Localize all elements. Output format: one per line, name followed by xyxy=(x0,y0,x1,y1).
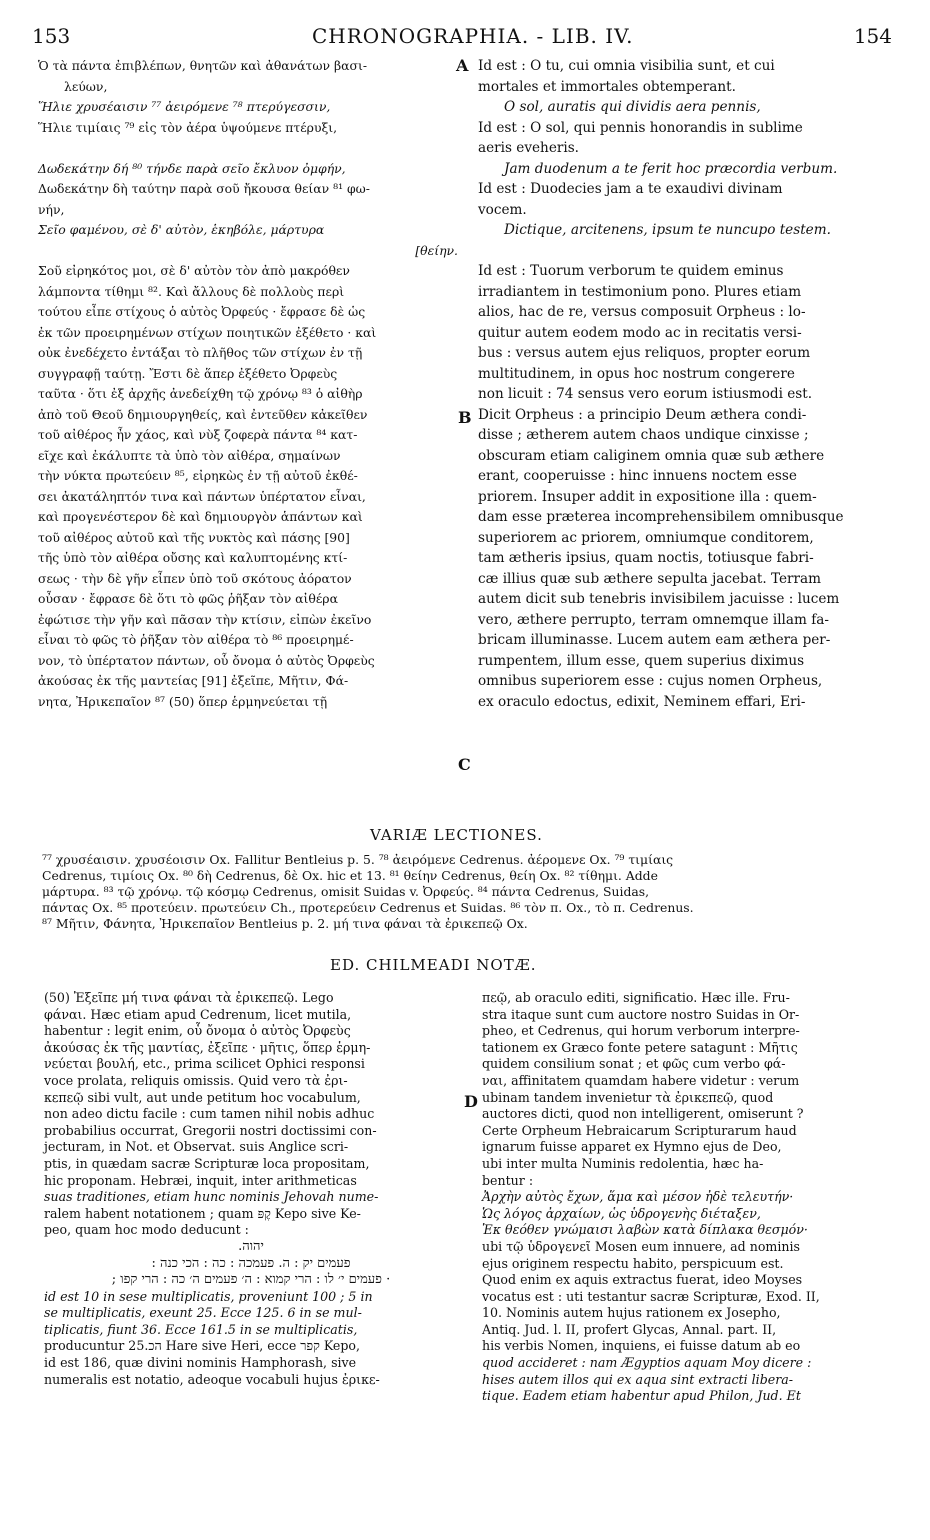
note-line: suas traditiones, etiam hunc nominis Jehovah nume- xyxy=(44,1189,379,1205)
note-line: bentur : xyxy=(482,1172,534,1188)
note-line: tique. Eadem etiam habentur apud Philon, Jud. Et xyxy=(482,1388,801,1404)
text-line: erant, cooperuisse : hinc innuens noctem esse xyxy=(478,468,797,484)
text-line: Ὁ τὰ πάντα ἐπιβλέπων, θνητῶν καὶ ἀθανάτων βασι- xyxy=(38,58,368,73)
note-line: ptis, in quædam sacræ Scripturæ loca propositam, xyxy=(44,1155,370,1171)
margin-mark-c: C xyxy=(458,755,471,774)
note-line: producuntur 25.הכ Hare sive Heri, ecce קפר Kepo, xyxy=(44,1338,361,1354)
text-line: ἀπὸ τοῦ Θεοῦ δημιουργηθείς, καὶ ἐντεῦθεν κἀκεῖθεν xyxy=(38,406,368,422)
text-line: alios, hac de re, versus composuit Orpheus : lo- xyxy=(478,304,806,320)
text-line: superiorem ac priorem, omniumque conditorem, xyxy=(478,529,814,546)
text-line: καὶ προγενέστερον δὲ καὶ δημιουργὸν ἁπάντων καὶ xyxy=(38,509,363,524)
verse-line: Dictique, arcitenens, ipsum te nuncupo testem. xyxy=(504,222,831,238)
text-line: σεως · τὴν δὲ γῆν εἶπεν ὑπὸ τοῦ σκότους ἀόρατον xyxy=(38,570,352,586)
text-line: disse ; ætherem autem chaos undique cinxisse ; xyxy=(478,427,809,443)
variae-lectiones xyxy=(42,852,898,932)
notes-right-column xyxy=(482,990,900,1405)
text-line: Id est : O tu, cui omnia visibilia sunt, et cui xyxy=(478,58,775,74)
running-title: CHRONOGRAPHIA. - LIB. IV. xyxy=(312,24,634,48)
notes-left-column xyxy=(44,990,458,1388)
notae-heading: ED. CHILMEADI NOTÆ. xyxy=(330,956,537,974)
text-line: vero, æthere perrupto, terram omnemque illam fa- xyxy=(478,611,829,628)
note-line: Quod enim ex aquis extractus fuerat, ideo Moyses xyxy=(482,1272,803,1288)
note-line: ignarum fuisse apparet ex Hymno ejus de Deo, xyxy=(482,1139,782,1155)
text-line: priorem. Insuper addit in expositione illa : quem- xyxy=(478,488,817,505)
verse-line: [θείην. xyxy=(415,242,458,258)
text-line: obscuram etiam caliginem omnia quæ sub æthere xyxy=(478,447,825,464)
text-line: bricam illuminasse. Lucem autem eam æthera per- xyxy=(478,632,831,648)
hebrew-line: פעמים יק : ה. פעמכה : כה : הכי כנה : xyxy=(151,1255,351,1271)
variant-line: ⁷⁷ χρυσέαισιν. χρυσέοισιν Ox. Fallitur Bentleius p. 5. ⁷⁸ ἀειρόμενε Cedrenus. ἀέρομενε Ox. ⁷⁹ τιμίαις xyxy=(42,852,674,867)
note-line: κεπεῷ sibi vult, aut unde petitum hoc vocabulum, xyxy=(44,1089,361,1105)
text-line: mortales et immortales obtemperant. xyxy=(478,78,736,95)
page-number-right: 154 xyxy=(853,24,892,48)
text-line: τοῦ αἰθέρος ἦν χάος, καὶ νὺξ ζοφερὰ πάντα ⁸⁴ κατ- xyxy=(38,427,358,442)
note-line: id est 10 in sese multiplicatis, proveniunt 100 ; 5 in xyxy=(44,1288,373,1304)
variae-heading: VARIÆ LECTIONES. xyxy=(370,826,543,844)
variant-line: Cedrenus, τιμίοις Ox. ⁸⁰ δὴ Cedrenus, δὲ Ox. hic et 13. ⁸¹ θείην Cedrenus, θείη Ox. ⁸² τίθημι. Adde xyxy=(42,868,658,883)
note-line: non adeo dictu facile : cum tamen nihil nobis adhuc xyxy=(44,1106,375,1122)
note-line: ναι, affinitatem quamdam habere videtur : verum xyxy=(482,1072,800,1088)
verse-line: Σεῖο φαμένου, σὲ δ' αὐτὸν, ἑκηβόλε, μάρτυρα xyxy=(38,222,325,237)
note-line: νεύεται βουλή, etc., prima scilicet Ophici responsi xyxy=(44,1056,365,1072)
note-line: peo, quam hoc modo deducunt : xyxy=(44,1222,249,1238)
latin-text-column xyxy=(478,56,896,712)
note-line: tationem ex Græco fonte petere satagunt : Μῆτις xyxy=(482,1039,798,1055)
verse-line: Jam duodenum a te ferit hoc præcordia verbum. xyxy=(504,160,838,177)
note-line: ejus originem respectu habito, perspicuum est. xyxy=(482,1255,784,1271)
variant-line: ⁸⁷ Μῆτιν, Φάνητα, Ἠρικεπαῖον Bentleius p. 2. μή τινα φάναι τὰ ἐρικεπεῷ Ox. xyxy=(42,916,528,931)
text-line: οὐκ ἐνεδέχετο ἐντάξαι τὸ πλῆθος τῶν στίχων ἐν τῇ xyxy=(38,345,363,360)
margin-mark-a: A xyxy=(456,56,469,75)
text-line: τῆς ὑπὸ τὸν αἰθέρα οὔσης καὶ καλυπτομένης κτί- xyxy=(38,550,348,565)
text-line: quitur autem eodem modo ac in recitatis versi- xyxy=(478,324,802,341)
text-line: τοῦ αἰθέρος αὐτοῦ καὶ τῆς νυκτὸς καὶ πάσης [90] xyxy=(38,529,350,545)
note-line: probabilius occurrat, Gregorii nostri doctissimi con- xyxy=(44,1122,377,1138)
note-line: jecturam, in Not. et Observat. suis Anglice scri- xyxy=(44,1139,349,1155)
text-line: νητα, Ἠρικεπαῖον ⁸⁷ (50) ὅπερ ἑρμηνεύεται τῇ xyxy=(38,693,328,709)
note-line: hises autem illos qui ex aqua sint extracti libera- xyxy=(482,1371,793,1387)
note-line: pheo, et Cedrenus, qui horum verborum interpre- xyxy=(482,1023,800,1039)
text-line: ἐφώτισε τὴν γῆν καὶ πᾶσαν τὴν κτίσιν, εἰπὼν ἐκεῖνο xyxy=(38,611,372,627)
text-line: εῖχε καὶ ἐκάλυπτε τὰ ὑπὸ τὸν αἰθέρα, σημαίνων xyxy=(38,447,341,463)
text-line: εἶναι τὸ φῶς τὸ ῥῆξαν τὸν αἰθέρα τὸ ⁸⁶ προειρημέ- xyxy=(38,632,354,647)
variant-line: πάντας Ox. ⁸⁵ προτεύειν. πρωτεύειν Ch., προτερεύειν Cedrenus et Suidas. ⁸⁶ τὸν π. Ox., τὸ π. Cedrenus. xyxy=(42,900,694,915)
note-line: habentur : legit enim, οὗ ὄνομα ὁ αὐτὸς Ὀρφεὺς xyxy=(44,1023,351,1039)
verse-line: Δωδεκάτην δή ⁸⁰ τήνδε παρὰ σεῖο ἔκλυον ὀμφήν, xyxy=(38,160,346,176)
text-line: οὖσαν · ἔφρασε δὲ ὅτι τὸ φῶς ῥῆξαν τὸν αἰθέρα xyxy=(38,591,338,606)
text-line: dam esse præterea incomprehensibilem omnibusque xyxy=(478,509,844,525)
text-line: ex oraculo edoctus, edixit, Neminem effari, Eri- xyxy=(478,693,806,710)
text-line: bus : versus autem ejus reliquos, propter eorum xyxy=(478,345,811,361)
text-line: συγγραφῇ ταύτῃ. Ἔστι δὲ ἅπερ ἐξέθετο Ὀρφεὺς xyxy=(38,365,338,381)
note-line: ubinam tandem invenietur τὰ ἐρικεπεῷ, quod xyxy=(482,1089,774,1105)
verse-line: O sol, auratis qui dividis aera pennis, xyxy=(504,99,761,115)
note-line: φάναι. Hæc etiam apud Cedrenum, licet mutila, xyxy=(44,1006,352,1022)
verse-line: Ἀρχὴν αὐτὸς ἔχων, ἅμα καὶ μέσον ἠδὲ τελευτήν· xyxy=(482,1189,794,1205)
greek-text-column xyxy=(38,56,458,712)
text-line: autem dicit sub tenebris invisibilem jacuisse : lucem xyxy=(478,591,840,607)
note-line: his verbis Nomen, inquiens, ei fuisse datum ab eo xyxy=(482,1338,801,1354)
text-line: omnibus superiorem esse : cujus nomen Orpheus, xyxy=(478,673,823,689)
text-line: Id est : Duodecies jam a te exaudivi divinam xyxy=(478,181,783,197)
page-number-left: 153 xyxy=(32,24,71,48)
text-line: cæ illius quæ sub æthere sepulta jacebat. Terram xyxy=(478,570,822,587)
text-line: Ἥλιε τιμίαις ⁷⁹ εἰς τὸν ἀέρα ὑψούμενε πτέρυξι, xyxy=(38,119,338,135)
text-line: Σοῦ εἰρηκότος μοι, σὲ δ' αὐτὸν τὸν ἀπὸ μακρόθεν xyxy=(38,263,350,278)
text-line: Dicit Orpheus : a principio Deum æthera condi- xyxy=(478,406,807,423)
text-line: ταῦτα · ὅτι ἐξ ἀρχῆς ἀνεδείχθη τῷ χρόνῳ ⁸³ ὁ αἰθὴρ xyxy=(38,386,363,401)
text-line: irradiantem in testimonium pono. Plures etiam xyxy=(478,283,802,300)
note-line: πεῷ, ab oraculo editi, significatio. Hæc ille. Fru- xyxy=(482,990,790,1005)
note-line: Certe Orpheum Hebraicarum Scripturarum haud xyxy=(482,1122,797,1138)
text-line: ἐκ τῶν προειρημένων στίχων ποιητικῶν ἐξέθετο · καὶ xyxy=(38,324,377,340)
note-line: tiplicatis, fiunt 36. Ecce 161.5 in se multiplicatis, xyxy=(44,1321,358,1337)
text-line: tam ætheris ipsius, quam noctis, totiusque fabri- xyxy=(478,550,814,566)
margin-mark-d: D xyxy=(464,1092,478,1111)
text-line: λάμποντα τίθημι ⁸². Καὶ ἄλλους δὲ πολλοὺς περὶ xyxy=(38,283,345,299)
text-line: multitudinem, in opus hoc nostrum congerere xyxy=(478,365,795,382)
text-line: Id est : O sol, qui pennis honorandis in sublime xyxy=(478,119,803,136)
hebrew-line: יהוה. xyxy=(238,1238,264,1254)
note-line: Antiq. Jud. l. II, profert Glycas, Annal. part. II, xyxy=(482,1321,777,1337)
note-line: quidem consilium sonat ; et φῶς cum verbo φά- xyxy=(482,1056,786,1072)
text-line: τούτου εἶπε στίχους ὁ αὐτὸς Ὀρφεύς · ἔφρασε δὲ ὡς xyxy=(38,304,366,319)
note-line: (50) Ἐξεῖπε μή τινα φάναι τὰ ἐρικεπεῷ. Lego xyxy=(44,990,334,1005)
text-line: λεύων, xyxy=(64,78,108,94)
text-line: aeris eveheris. xyxy=(478,140,580,156)
note-line: auctores dicti, quod non intelligerent, omiserunt ? xyxy=(482,1106,804,1122)
note-line: stra itaque sunt cum auctore nostro Suidas in Or- xyxy=(482,1006,800,1022)
text-line: νήν, xyxy=(38,201,65,217)
note-line: se multiplicatis, exeunt 25. Ecce 125. 6 in se mul- xyxy=(44,1305,362,1321)
note-line: id est 186, quæ divini nominis Hamphorash, sive xyxy=(44,1355,357,1371)
text-line: non licuit : 74 sensus vero eorum istiusmodi est. xyxy=(478,386,813,402)
note-line: quod accideret : nam Ægyptios aquam Moy dicere : xyxy=(482,1355,812,1371)
text-line: τὴν νύκτα πρωτεύειν ⁸⁵, εἰρηκὼς ἐν τῇ αὐτοῦ ἐκθέ- xyxy=(38,468,358,483)
margin-mark-b: B xyxy=(458,408,472,427)
text-line: Id est : Tuorum verborum te quidem eminus xyxy=(478,263,784,279)
page-header xyxy=(32,24,892,52)
note-line: vocatus est : uti testantur sacræ Scripturæ, Exod. II, xyxy=(482,1288,820,1304)
text-line: σει ἀκατάληπτόν τινα καὶ πάντων ὑπέρτατον εἶναι, xyxy=(38,488,366,504)
verse-line: Ὡς λόγος ἀρχαίων, ὡς ὑδρογενὴς διέταξεν, xyxy=(482,1205,761,1221)
verse-line: Ἥλιε χρυσέαισιν ⁷⁷ ἀειρόμενε ⁷⁸ πτερύγεσσιν, xyxy=(38,99,331,114)
note-line: numeralis est notatio, adeoque vocabuli hujus ἐρικε- xyxy=(44,1371,380,1387)
note-line: ubi τῷ ὑδρογενεῖ Mosen eum innuere, ad nominis xyxy=(482,1238,800,1254)
note-line: ἀκούσας ἐκ τῆς μαντίας, ἐξεῖπε · μῆτις, ὅπερ ἑρμη- xyxy=(44,1039,371,1055)
text-line: rumpentem, illum esse, quem superius diximus xyxy=(478,652,805,669)
note-line: ubi inter multa Numinis redolentia, hæc ha- xyxy=(482,1155,764,1171)
text-line: νον, τὸ ὑπέρτατον πάντων, οὗ ὄνομα ὁ αὐτὸς Ὀρφεὺς xyxy=(38,652,375,668)
note-line: hic proponam. Hebræi, inquit, inter arithmeticas xyxy=(44,1172,357,1188)
note-line: voce prolata, reliquis omissis. Quid vero τὰ ἐρι- xyxy=(44,1072,348,1088)
text-line: vocem. xyxy=(478,201,527,218)
note-line: ralem habent notationem ; quam קֶפּ Kepo sive Ke- xyxy=(44,1205,361,1221)
text-line: ἀκούσας ἐκ τῆς μαντείας [91] ἐξεῖπε, Μῆτιν, Φά- xyxy=(38,673,349,688)
verse-line: Ἐκ θεόθεν γνώμαισι λαβὼν κατὰ δίπλακα θεσμόν· xyxy=(482,1222,808,1238)
text-line: Δωδεκάτην δὴ ταύτην παρὰ σοῦ ἤκουσα θείαν ⁸¹ φω- xyxy=(38,181,370,196)
variant-line: μάρτυρα. ⁸³ τῷ χρόνῳ. τῷ κόσμῳ Cedrenus, omisit Suidas v. Ὀρφεύς. ⁸⁴ πάντα Cedrenus, Suidas, xyxy=(42,884,650,899)
note-line: 10. Nominis autem hujus rationem ex Josepho, xyxy=(482,1305,781,1321)
hebrew-line: · פעמים י׳ לו : הרי קמוא : ה׳ פעמים ה׳ כה : הרי קפו ; xyxy=(111,1272,391,1288)
